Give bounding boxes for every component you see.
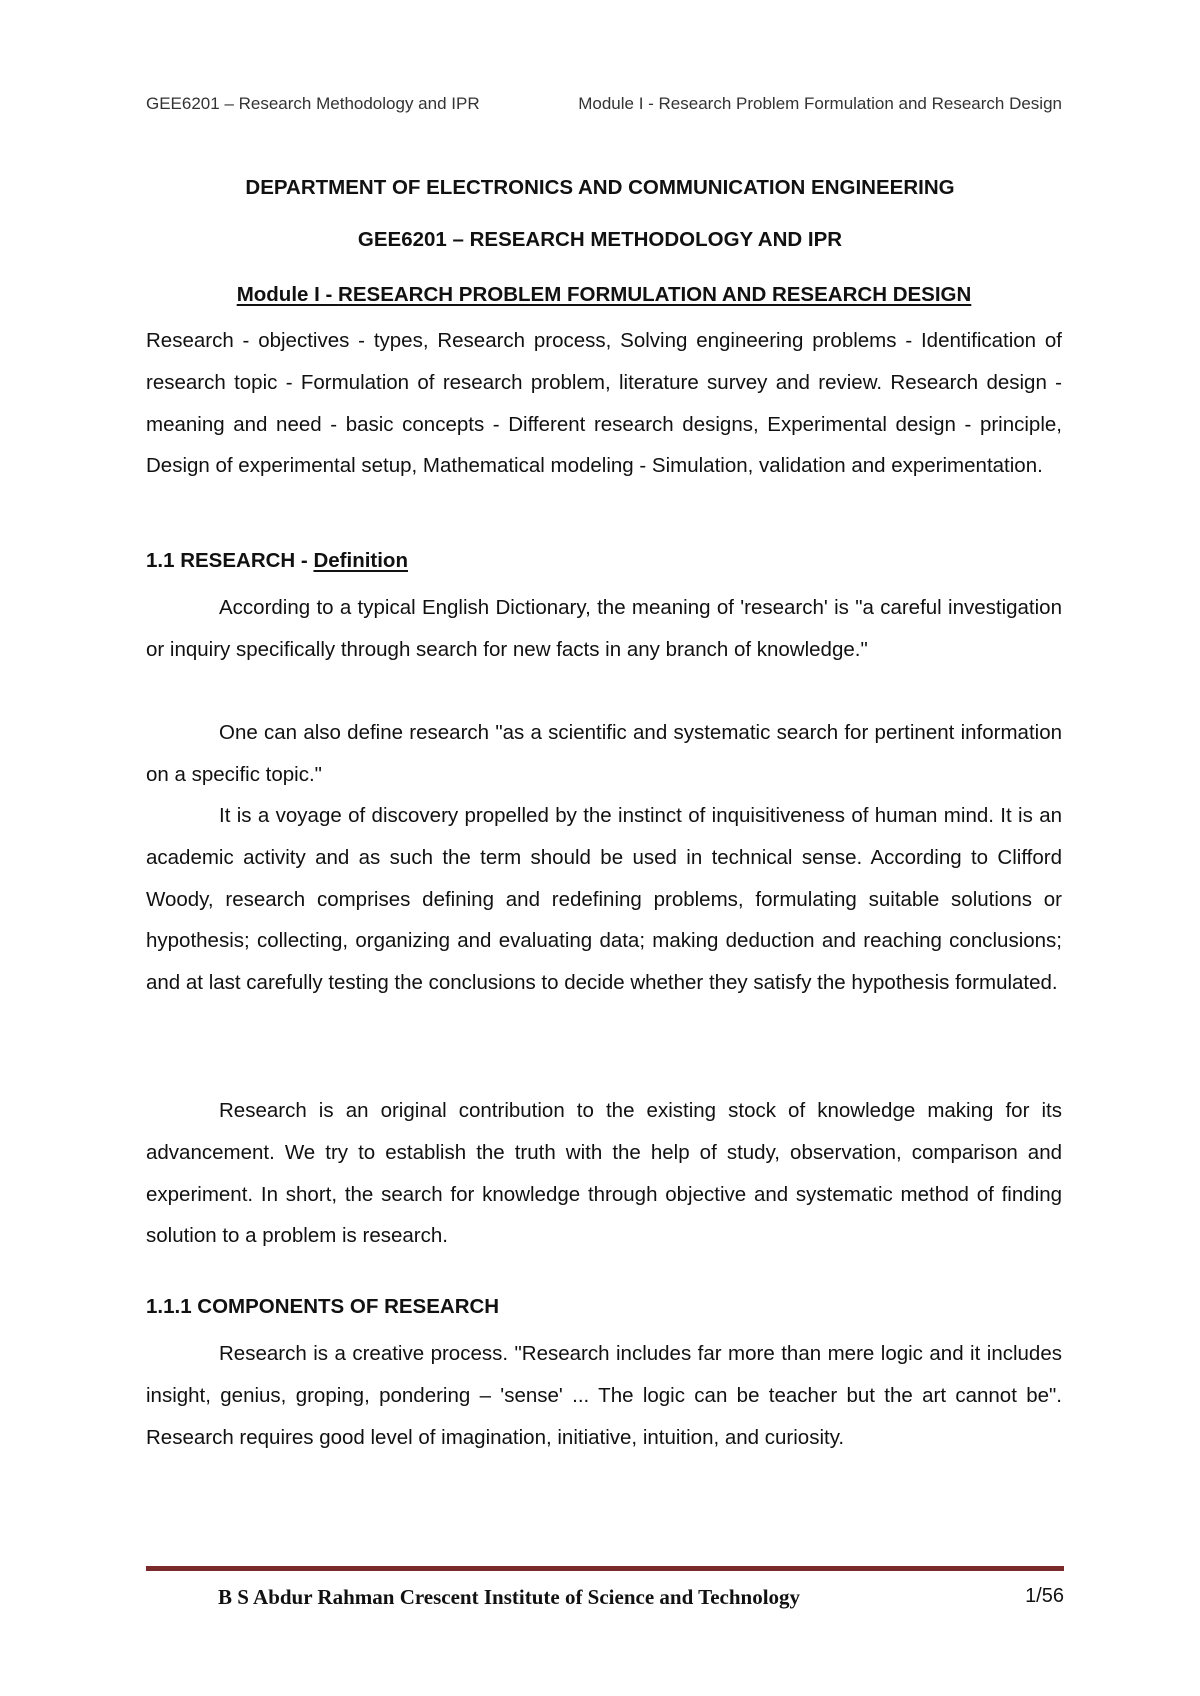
running-header — [146, 94, 1062, 114]
section-heading-1-1 — [146, 549, 408, 573]
page-number: 1/56 — [1025, 1585, 1064, 1607]
definition-paragraph-2: One can also define research "as a scientific and systematic search for pertinent information on a specific topic." — [146, 721, 1062, 786]
definition-paragraph-1: According to a typical English Dictionary, the meaning of 'research' is "a careful investigation or inquiry specifically through search for new facts in any branch of knowledge." — [146, 596, 1062, 661]
section-heading-1-1-1: 1.1.1 COMPONENTS OF RESEARCH — [146, 1295, 500, 1318]
section-1-1-title: 1.1 RESEARCH - — [146, 549, 314, 572]
footer-institution: B S Abdur Rahman Crescent Institute of Science and Technology — [218, 1585, 801, 1609]
header-module: Module I - Research Problem Formulation and Research Design — [578, 94, 1062, 113]
footer-divider — [146, 1566, 1064, 1571]
header-course: GEE6201 – Research Methodology and IPR — [146, 94, 480, 113]
page-footer — [218, 1585, 1064, 1610]
definition-paragraph-3: It is a voyage of discovery propelled by the instinct of inquisitiveness of human mind. It is an academic activity and as such the term should be used in technical sense. According to Clifford Woody, research comprises defining and redefining problems, formulating suitable solutions or hypothesis; collecting, organizing and evaluating data; making deduction and reaching conclusions; and at last carefully testing the conclusions to decide whether they satisfy the hypothesis formulated. — [146, 804, 1062, 995]
section-1-1-subtitle: Definition — [313, 549, 408, 572]
module-title: RESEARCH PROBLEM FORMULATION AND RESEARCH DESIGN — [338, 283, 972, 306]
syllabus-paragraph: Research - objectives - types, Research process, Solving engineering problems - Identification of research topic - Formulation of research problem, literature survey and review. Research design - meaning and need - basic concepts - Different research designs, Experimental design - principle, Design of experimental setup, Mathematical modeling - Simulation, validation and experimentation. — [146, 329, 1062, 478]
department-title: DEPARTMENT OF ELECTRONICS AND COMMUNICATION ENGINEERING — [245, 176, 955, 199]
module-heading — [146, 283, 1062, 307]
definition-paragraph-4: Research is an original contribution to the existing stock of knowledge making for its advancement. We try to establish the truth with the help of study, observation, comparison and experiment. In short, the search for knowledge through objective and systematic method of finding solution to a problem is research. — [146, 1099, 1062, 1248]
components-paragraph: Research is a creative process. "Research includes far more than mere logic and it includes insight, genius, groping, pondering – 'sense' ... The logic can be teacher but the art cannot be". Research requires good level of imagination, initiative, intuition, and curiosity. — [146, 1342, 1062, 1449]
course-title: GEE6201 – RESEARCH METHODOLOGY AND IPR — [357, 228, 843, 251]
module-prefix: Module I - — [236, 283, 339, 306]
